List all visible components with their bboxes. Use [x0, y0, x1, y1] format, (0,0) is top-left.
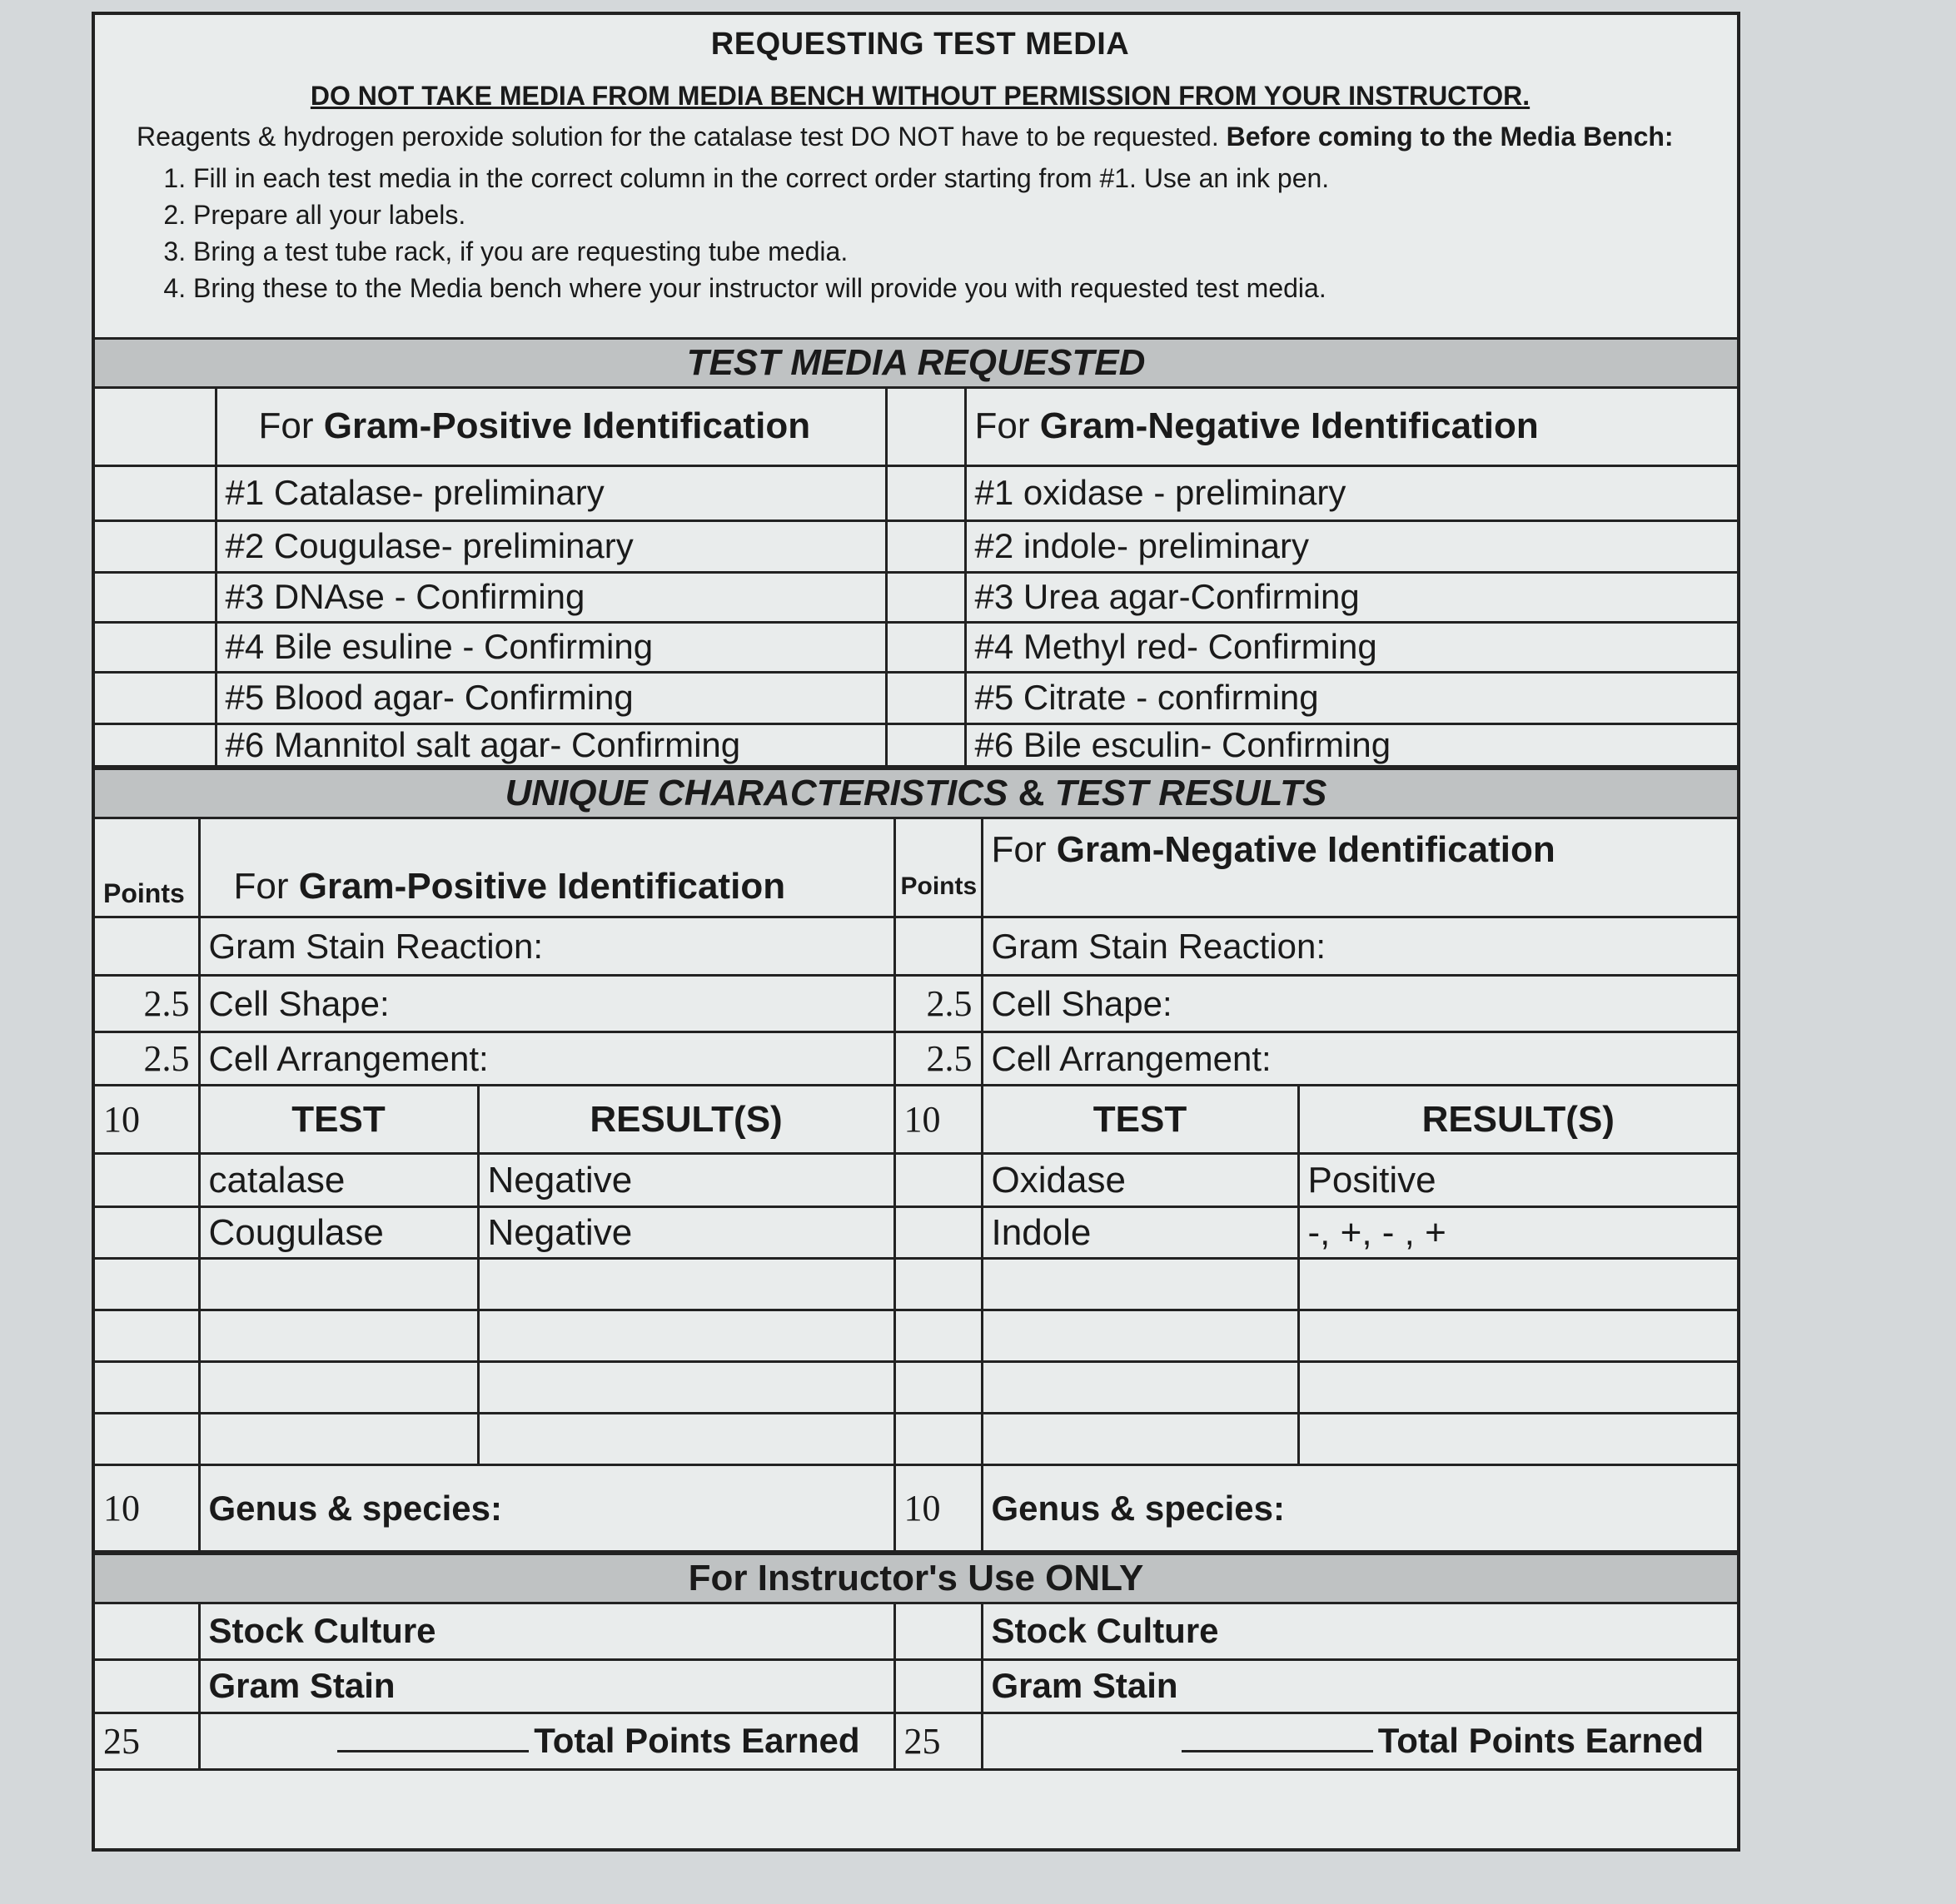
neg-cell-arrangement-field[interactable]: Cell Arrangement: [982, 1032, 1737, 1086]
neg-result-cell[interactable]: -, +, - , + [1298, 1207, 1737, 1259]
neg-result-cell[interactable] [1298, 1414, 1737, 1465]
neg-result-header: RESULT(S) [1298, 1086, 1737, 1154]
gram-stain-check-row [95, 1659, 1737, 1713]
test-result-row [95, 1154, 1737, 1207]
pos-media-cell[interactable]: #2 Cougulase- preliminary [216, 520, 886, 572]
cell-shape-row [95, 976, 1737, 1032]
media-row [95, 622, 1737, 672]
test-header-row [95, 1086, 1737, 1154]
pos-result-header: RESULT(S) [478, 1086, 894, 1154]
neg-test-cell[interactable] [982, 1259, 1298, 1310]
step-1: 1. Fill in each test media in the correct column in the correct order starting from #1. Use an ink pen. [193, 160, 1704, 196]
pos-test-cell[interactable]: catalase [199, 1154, 478, 1207]
media-header-row [95, 389, 1737, 465]
media-request-table [95, 389, 1737, 768]
pos-results-header: For Gram-Positive Identification [199, 819, 894, 917]
test-media-requested-band: TEST MEDIA REQUESTED [95, 340, 1737, 389]
neg-result-cell[interactable] [1298, 1362, 1737, 1414]
media-checkbox[interactable] [95, 723, 216, 766]
neg-media-cell[interactable]: #4 Methyl red- Confirming [965, 622, 1737, 672]
pos-stock-culture[interactable]: Stock Culture [199, 1604, 894, 1659]
test-result-row [95, 1414, 1737, 1465]
neg-test-cell[interactable] [982, 1414, 1298, 1465]
media-row [95, 672, 1737, 723]
media-checkbox[interactable] [886, 672, 965, 723]
cell-arrangement-row [95, 1032, 1737, 1086]
media-row [95, 465, 1737, 520]
neg-gram-stain-check[interactable]: Gram Stain [982, 1659, 1737, 1713]
reagent-note: Reagents & hydrogen peroxide solution for the catalase test DO NOT have to be requested. Before coming to the Media Bench: [137, 122, 1674, 152]
pos-test-header: TEST [199, 1086, 478, 1154]
neg-cell-arrangement-points: 2.5 [894, 1032, 982, 1086]
neg-cell-shape-points: 2.5 [894, 976, 982, 1032]
neg-result-cell[interactable] [1298, 1259, 1737, 1310]
step-4: 4. Bring these to the Media bench where your instructor will provide you with requested test media. [193, 270, 1704, 306]
media-row [95, 572, 1737, 622]
test-result-row [95, 1207, 1737, 1259]
lab-request-form [92, 12, 1740, 1852]
pos-cell-shape-field[interactable]: Cell Shape: [199, 976, 894, 1032]
pos-total-earned-field[interactable]: Total Points Earned [199, 1713, 894, 1769]
neg-test-cell[interactable] [982, 1362, 1298, 1414]
instructor-band: For Instructor's Use ONLY [95, 1553, 1737, 1604]
results-band: UNIQUE CHARACTERISTICS & TEST RESULTS [95, 768, 1737, 819]
pos-media-cell[interactable]: #5 Blood agar- Confirming [216, 672, 886, 723]
neg-media-cell[interactable]: #6 Bile esculin- Confirming [965, 723, 1737, 766]
neg-test-header: TEST [982, 1086, 1298, 1154]
pos-test-cell[interactable] [199, 1362, 478, 1414]
media-checkbox[interactable] [95, 465, 216, 520]
results-table [95, 819, 1737, 1554]
results-header-row [95, 819, 1737, 917]
pos-genus-points: 10 [95, 1465, 199, 1552]
instructions-section [95, 15, 1737, 340]
pos-total-points: 25 [95, 1713, 199, 1769]
test-result-row [95, 1259, 1737, 1310]
step-3: 3. Bring a test tube rack, if you are requesting tube media. [193, 233, 1704, 270]
pos-media-header: For Gram-Positive Identification [216, 389, 886, 465]
test-result-row [95, 1362, 1737, 1414]
neg-media-header: For Gram-Negative Identification [965, 389, 1737, 465]
pos-gram-stain-field[interactable]: Gram Stain Reaction: [199, 917, 894, 976]
step-2: 2. Prepare all your labels. [193, 196, 1704, 233]
media-checkbox[interactable] [886, 520, 965, 572]
neg-media-cell[interactable]: #3 Urea agar-Confirming [965, 572, 1737, 622]
neg-media-cell[interactable]: #2 indole- preliminary [965, 520, 1737, 572]
pos-points-header: Points [95, 819, 199, 917]
pos-media-cell[interactable]: #1 Catalase- preliminary [216, 465, 886, 520]
pos-result-cell[interactable] [478, 1310, 894, 1362]
neg-genus-species-field[interactable]: Genus & species: [982, 1465, 1737, 1552]
genus-species-row [95, 1465, 1737, 1552]
pos-cell-arrangement-points: 2.5 [95, 1032, 199, 1086]
neg-genus-points: 10 [894, 1465, 982, 1552]
neg-stock-culture[interactable]: Stock Culture [982, 1604, 1737, 1659]
pos-result-cell[interactable] [478, 1259, 894, 1310]
form-title: REQUESTING TEST MEDIA [710, 27, 1130, 62]
neg-total-points: 25 [894, 1713, 982, 1769]
pos-result-cell[interactable] [478, 1414, 894, 1465]
media-checkbox[interactable] [95, 572, 216, 622]
pos-media-cell[interactable]: #3 DNAse - Confirming [216, 572, 886, 622]
neg-test-cell[interactable]: Indole [982, 1207, 1298, 1259]
pos-cell-shape-points: 2.5 [95, 976, 199, 1032]
neg-media-cell[interactable]: #1 oxidase - preliminary [965, 465, 1737, 520]
pos-test-cell[interactable] [199, 1259, 478, 1310]
pos-result-cell[interactable]: Negative [478, 1154, 894, 1207]
stock-culture-row [95, 1604, 1737, 1659]
pos-genus-species-field[interactable]: Genus & species: [199, 1465, 894, 1552]
total-points-row [95, 1713, 1737, 1769]
pos-media-cell[interactable]: #4 Bile esuline - Confirming [216, 622, 886, 672]
pos-test-points: 10 [95, 1086, 199, 1154]
media-checkbox[interactable] [95, 520, 216, 572]
gram-stain-row [95, 917, 1737, 976]
media-row [95, 520, 1737, 572]
pos-test-cell[interactable] [199, 1310, 478, 1362]
neg-media-cell[interactable]: #5 Citrate - confirming [965, 672, 1737, 723]
neg-total-earned-field[interactable]: Total Points Earned [982, 1713, 1737, 1769]
pos-cell-arrangement-field[interactable]: Cell Arrangement: [199, 1032, 894, 1086]
media-row [95, 723, 1737, 766]
warning-text: DO NOT TAKE MEDIA FROM MEDIA BENCH WITHOUT PERMISSION FROM YOUR INSTRUCTOR. [310, 81, 1530, 111]
neg-cell-shape-field[interactable]: Cell Shape: [982, 976, 1737, 1032]
pos-gram-stain-check[interactable]: Gram Stain [199, 1659, 894, 1713]
neg-result-cell[interactable]: Positive [1298, 1154, 1737, 1207]
instruction-steps [137, 160, 1704, 306]
media-checkbox[interactable] [886, 622, 965, 672]
neg-gram-stain-field[interactable]: Gram Stain Reaction: [982, 917, 1737, 976]
media-checkbox[interactable] [886, 572, 965, 622]
neg-test-cell[interactable] [982, 1310, 1298, 1362]
neg-points-header: Points [894, 819, 982, 917]
neg-results-header: For Gram-Negative Identification [982, 819, 1737, 917]
test-result-row [95, 1310, 1737, 1362]
pos-media-cell[interactable]: #6 Mannitol salt agar- Confirming [216, 723, 886, 766]
media-checkbox[interactable] [886, 465, 965, 520]
neg-test-cell[interactable]: Oxidase [982, 1154, 1298, 1207]
neg-test-points: 10 [894, 1086, 982, 1154]
media-checkbox[interactable] [95, 622, 216, 672]
instructor-table [95, 1604, 1737, 1771]
pos-test-cell[interactable]: Cougulase [199, 1207, 478, 1259]
neg-result-cell[interactable] [1298, 1310, 1737, 1362]
pos-result-cell[interactable]: Negative [478, 1207, 894, 1259]
media-checkbox[interactable] [886, 723, 965, 766]
pos-test-cell[interactable] [199, 1414, 478, 1465]
media-checkbox[interactable] [95, 672, 216, 723]
pos-result-cell[interactable] [478, 1362, 894, 1414]
